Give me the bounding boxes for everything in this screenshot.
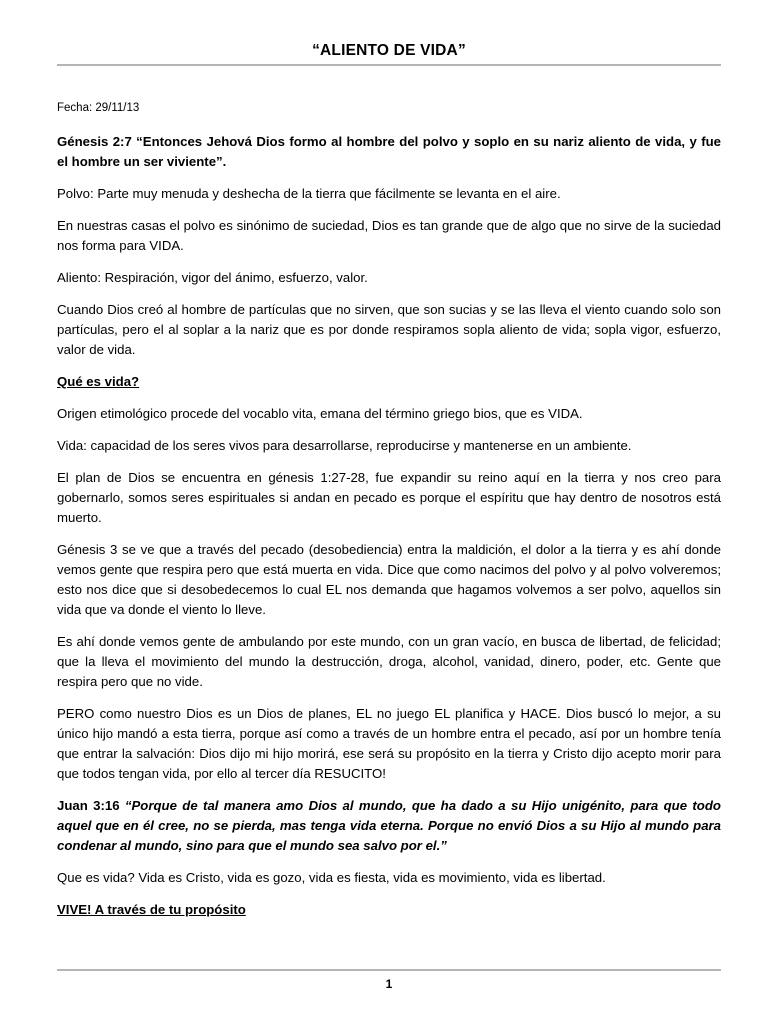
- paragraph-vida-definicion: Vida: capacidad de los seres vivos para desarrollarse, reproducirse y mantenerse en un ambiente.: [57, 438, 632, 453]
- paragraph-plan: El plan de Dios se encuentra en génesis 1:27-28, fue expandir su reino aquí en la tierra y nos creo para gobernarlo, somos seres espirituales si andan en pecado es porque el espíritu que hay dentro de nosotros está muerto.: [57, 470, 721, 525]
- header-divider: [57, 64, 721, 66]
- verse-juan-3-16: [57, 796, 721, 856]
- paragraph-polvo: Polvo: Parte muy menuda y deshecha de la tierra que fácilmente se levanta en el aire.: [57, 186, 561, 201]
- footer-divider: [57, 969, 721, 971]
- paragraph-que-es-vida: Que es vida? Vida es Cristo, vida es gozo, vida es fiesta, vida es movimiento, vida es libertad.: [57, 870, 606, 885]
- heading-que-es-vida: Qué es vida?: [57, 374, 140, 389]
- paragraph-pero: PERO como nuestro Dios es un Dios de planes, EL no juego EL planifica y HACE. Dios buscó lo mejor, a su único hijo mandó a esta tierra, porque así como a través de un hombre entra el pecado, así por un hombre tenía que entrar la salvación: Dios dijo mi hijo morirá, ese será su propósito en la tierra y Cristo dijo acepto morir para que todos tengan vida, por ello al tercer día RESUCITO!: [57, 706, 721, 781]
- document-body: [57, 98, 721, 932]
- paragraph-genesis-3: Génesis 3 se ve que a través del pecado (desobediencia) entra la maldición, el dolor a la tierra y es ahí donde vemos gente que respira pero que está muerta en vida. Dice que como nacimos del polvo y al polvo volveremos; esto nos dice que si desobedecemos lo cual EL nos demanda que hagamos volvemos a ser polvo, aquellos sin vida que va donde el viento lo lleve.: [57, 542, 721, 617]
- paragraph-creo: Cuando Dios creó al hombre de partículas que no sirven, que son sucias y se las lleva el viento cuando solo son partículas, pero el al soplar a la nariz que es por donde respiramos sopla aliento de vida; sopla vigor, esfuerzo, valor de vida.: [57, 302, 721, 357]
- heading-vive: VIVE! A través de tu propósito: [57, 902, 246, 917]
- paragraph-ambulando: Es ahí donde vemos gente de ambulando por este mundo, con un gran vacío, en busca de libertad, de felicidad; que la lleva el movimiento del mundo la destrucción, droga, alcohol, vanidad, dinero, poder, etc. Gente que respira pero que no vide.: [57, 634, 721, 689]
- paragraph-aliento: Aliento: Respiración, vigor del ánimo, esfuerzo, valor.: [57, 270, 368, 285]
- paragraph-casas: En nuestras casas el polvo es sinónimo de suciedad, Dios es tan grande que de algo que no sirve de la suciedad nos forma para VIDA.: [57, 218, 721, 253]
- date-line: Fecha: 29/11/13: [57, 102, 140, 114]
- verse-reference: Juan 3:16: [57, 798, 125, 813]
- page-title: “ALIENTO DE VIDA”: [312, 42, 466, 59]
- paragraph-origen: Origen etimológico procede del vocablo vita, emana del término griego bios, que es VIDA.: [57, 406, 583, 421]
- verse-genesis-2-7: Génesis 2:7 “Entonces Jehová Dios formo al hombre del polvo y soplo en su nariz aliento de vida, y fue el hombre un ser viviente”.: [57, 134, 721, 169]
- verse-text: “Porque de tal manera amo Dios al mundo, que ha dado a su Hijo unigénito, para que todo aquel que en él cree, no se pierda, mas tenga vida eterna. Porque no envió Dios a su Hijo al mundo para condenar al mundo, sino para que el mundo sea salvo por el.”: [57, 798, 721, 853]
- page-number: 1: [385, 977, 393, 991]
